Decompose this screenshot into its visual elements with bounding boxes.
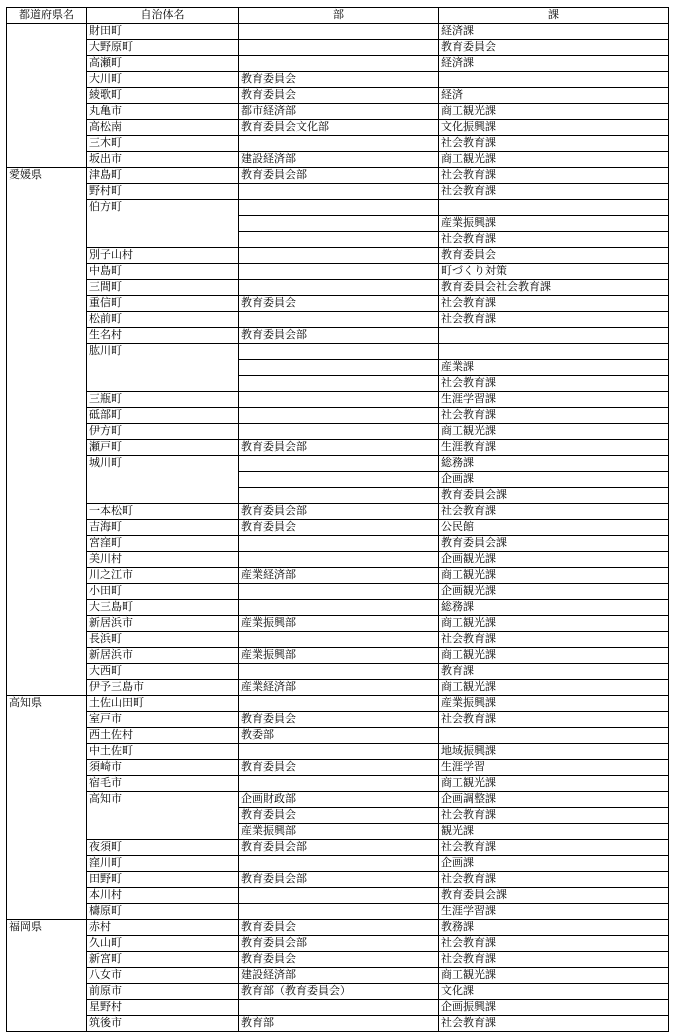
section-cell <box>439 200 669 216</box>
table-row <box>7 152 669 168</box>
section-cell: 公民館 <box>439 520 669 536</box>
municipality-cell: 小田町 <box>87 584 239 600</box>
municipality-cell: 一本松町 <box>87 504 239 520</box>
table-row <box>7 248 669 264</box>
municipality-cell: 伯方町 <box>87 200 239 248</box>
municipality-cell: 新居浜市 <box>87 616 239 632</box>
department-cell <box>239 1000 439 1016</box>
table-row <box>7 952 669 968</box>
department-cell <box>239 904 439 920</box>
table-row <box>7 760 669 776</box>
department-cell: 教育委員会部 <box>239 168 439 184</box>
section-cell: 社会教育課 <box>439 232 669 248</box>
prefecture-cell <box>7 24 87 168</box>
table-row <box>7 888 669 904</box>
municipality-cell: 室戸市 <box>87 712 239 728</box>
section-cell: 商工観光課 <box>439 568 669 584</box>
municipality-cell: 坂出市 <box>87 152 239 168</box>
section-cell: 社会教育課 <box>439 296 669 312</box>
municipality-cell: 宿毛市 <box>87 776 239 792</box>
municipality-cell: 中島町 <box>87 264 239 280</box>
department-cell: 教育委員会 <box>239 920 439 936</box>
table-row <box>7 872 669 888</box>
department-cell <box>239 888 439 904</box>
department-cell <box>239 632 439 648</box>
table-row <box>7 728 669 744</box>
municipality-cell: 生名村 <box>87 328 239 344</box>
header-municipality: 自治体名 <box>87 8 239 24</box>
section-cell: 文化振興課 <box>439 120 669 136</box>
department-cell: 教育委員会 <box>239 72 439 88</box>
section-cell: 社会教育課 <box>439 712 669 728</box>
section-cell <box>439 72 669 88</box>
table-row <box>7 520 669 536</box>
table-row <box>7 344 669 360</box>
municipality-cell: 八女市 <box>87 968 239 984</box>
section-cell: 社会教育課 <box>439 632 669 648</box>
municipality-cell: 大野原町 <box>87 40 239 56</box>
section-cell: 産業振興課 <box>439 696 669 712</box>
table-row <box>7 296 669 312</box>
table-row <box>7 40 669 56</box>
municipality-cell: 夜須町 <box>87 840 239 856</box>
prefecture-cell: 高知県 <box>7 696 87 920</box>
section-cell: 経済 <box>439 88 669 104</box>
department-cell <box>239 248 439 264</box>
section-cell: 町づくり対策 <box>439 264 669 280</box>
table-row <box>7 632 669 648</box>
department-cell: 教育委員会 <box>239 88 439 104</box>
table-row <box>7 1000 669 1016</box>
municipality-cell: 川之江市 <box>87 568 239 584</box>
municipality-cell: 新宮町 <box>87 952 239 968</box>
municipality-cell: 三木町 <box>87 136 239 152</box>
municipality-cell: 西土佐村 <box>87 728 239 744</box>
municipality-cell: 中土佐町 <box>87 744 239 760</box>
municipality-cell: 三間町 <box>87 280 239 296</box>
section-cell: 企画課 <box>439 856 669 872</box>
municipality-cell: 砥部町 <box>87 408 239 424</box>
municipality-cell: 別子山村 <box>87 248 239 264</box>
municipality-cell: 本川村 <box>87 888 239 904</box>
department-cell: 教育委員会部 <box>239 328 439 344</box>
section-cell: 商工観光課 <box>439 616 669 632</box>
department-cell <box>239 184 439 200</box>
municipality-cell: 野村町 <box>87 184 239 200</box>
section-cell: 教育委員会課 <box>439 536 669 552</box>
table-row <box>7 856 669 872</box>
department-cell: 教育委員会 <box>239 808 439 824</box>
municipality-cell: 久山町 <box>87 936 239 952</box>
department-cell <box>239 696 439 712</box>
section-cell: 社会教育課 <box>439 376 669 392</box>
department-cell: 教育委員会部 <box>239 872 439 888</box>
table-row <box>7 984 669 1000</box>
department-cell <box>239 600 439 616</box>
municipality-cell: 檮原町 <box>87 904 239 920</box>
municipality-cell: 城川町 <box>87 456 239 504</box>
section-cell: 企画調整課 <box>439 792 669 808</box>
department-cell: 教委部 <box>239 728 439 744</box>
header-row <box>7 8 669 24</box>
municipality-cell: 須崎市 <box>87 760 239 776</box>
department-cell: 産業振興部 <box>239 616 439 632</box>
section-cell: 教育委員会 <box>439 40 669 56</box>
table-row <box>7 104 669 120</box>
table-row <box>7 264 669 280</box>
municipality-cell: 綾歌町 <box>87 88 239 104</box>
municipality-cell: 美川村 <box>87 552 239 568</box>
department-cell <box>239 344 439 360</box>
table-row <box>7 312 669 328</box>
department-cell <box>239 376 439 392</box>
table-row <box>7 552 669 568</box>
section-cell: 社会教育課 <box>439 936 669 952</box>
department-cell: 都市経済部 <box>239 104 439 120</box>
department-cell <box>239 456 439 472</box>
department-cell <box>239 24 439 40</box>
municipality-cell: 大三島町 <box>87 600 239 616</box>
table-row <box>7 1016 669 1032</box>
municipality-cell: 重信町 <box>87 296 239 312</box>
section-cell: 企画観光課 <box>439 584 669 600</box>
prefecture-cell: 福岡県 <box>7 920 87 1032</box>
municipality-cell: 宮窪町 <box>87 536 239 552</box>
municipality-cell: 肱川町 <box>87 344 239 392</box>
department-cell: 教育委員会 <box>239 760 439 776</box>
section-cell: 産業課 <box>439 360 669 376</box>
section-cell: 教育委員会 <box>439 248 669 264</box>
department-cell <box>239 56 439 72</box>
section-cell: 商工観光課 <box>439 968 669 984</box>
table-row <box>7 88 669 104</box>
section-cell: 社会教育課 <box>439 184 669 200</box>
department-cell <box>239 424 439 440</box>
table-row <box>7 616 669 632</box>
department-cell: 教育委員会文化部 <box>239 120 439 136</box>
department-cell <box>239 536 439 552</box>
section-cell: 地域振興課 <box>439 744 669 760</box>
table-row <box>7 792 669 808</box>
table-row <box>7 840 669 856</box>
table-row <box>7 936 669 952</box>
department-cell <box>239 776 439 792</box>
table-row <box>7 600 669 616</box>
department-cell <box>239 280 439 296</box>
section-cell: 社会教育課 <box>439 136 669 152</box>
table-row <box>7 200 669 216</box>
section-cell: 経済課 <box>439 56 669 72</box>
department-cell: 教育委員会 <box>239 952 439 968</box>
department-cell <box>239 744 439 760</box>
table-row <box>7 968 669 984</box>
department-cell: 教育委員会部 <box>239 936 439 952</box>
department-cell: 教育委員会部 <box>239 504 439 520</box>
section-cell: 産業振興課 <box>439 216 669 232</box>
section-cell: 社会教育課 <box>439 504 669 520</box>
section-cell: 商工観光課 <box>439 424 669 440</box>
table-body <box>7 24 669 1032</box>
department-cell: 教育委員会部 <box>239 440 439 456</box>
table-row <box>7 584 669 600</box>
municipality-cell: 伊予三島市 <box>87 680 239 696</box>
table-row <box>7 328 669 344</box>
department-cell: 教育委員会 <box>239 296 439 312</box>
department-cell <box>239 472 439 488</box>
section-cell: 社会教育課 <box>439 808 669 824</box>
municipality-cell: 丸亀市 <box>87 104 239 120</box>
section-cell: 社会教育課 <box>439 872 669 888</box>
department-cell <box>239 264 439 280</box>
department-cell <box>239 312 439 328</box>
municipality-cell: 赤村 <box>87 920 239 936</box>
municipality-cell: 新居浜市 <box>87 648 239 664</box>
table-row <box>7 664 669 680</box>
department-cell: 産業振興部 <box>239 648 439 664</box>
section-cell: 商工観光課 <box>439 680 669 696</box>
department-cell: 教育委員会 <box>239 520 439 536</box>
section-cell: 教育委員会社会教育課 <box>439 280 669 296</box>
table-row <box>7 568 669 584</box>
municipality-cell: 高知市 <box>87 792 239 840</box>
section-cell: 社会教育課 <box>439 840 669 856</box>
department-cell <box>239 40 439 56</box>
municipality-cell: 松前町 <box>87 312 239 328</box>
section-cell: 社会教育課 <box>439 408 669 424</box>
section-cell: 企画課 <box>439 472 669 488</box>
section-cell: 経済課 <box>439 24 669 40</box>
section-cell: 教育委員会課 <box>439 488 669 504</box>
department-cell: 教育部（教育委員会） <box>239 984 439 1000</box>
department-cell: 教育部 <box>239 1016 439 1032</box>
section-cell: 企画振興課 <box>439 1000 669 1016</box>
department-cell <box>239 136 439 152</box>
municipality-cell: 高松南 <box>87 120 239 136</box>
section-cell <box>439 728 669 744</box>
table-row <box>7 408 669 424</box>
department-cell: 建設経済部 <box>239 152 439 168</box>
section-cell: 教育課 <box>439 664 669 680</box>
municipality-cell: 窪川町 <box>87 856 239 872</box>
department-cell <box>239 408 439 424</box>
department-cell: 教育委員会部 <box>239 840 439 856</box>
section-cell: 総務課 <box>439 600 669 616</box>
section-cell: 生涯学習 <box>439 760 669 776</box>
department-cell <box>239 488 439 504</box>
table-row <box>7 456 669 472</box>
department-cell <box>239 360 439 376</box>
table-row <box>7 696 669 712</box>
municipality-cell: 筑後市 <box>87 1016 239 1032</box>
table-row <box>7 120 669 136</box>
section-cell <box>439 328 669 344</box>
department-cell: 企画財政部 <box>239 792 439 808</box>
section-cell: 観光課 <box>439 824 669 840</box>
department-cell: 産業経済部 <box>239 568 439 584</box>
section-cell: 総務課 <box>439 456 669 472</box>
table-row <box>7 56 669 72</box>
table-row <box>7 168 669 184</box>
section-cell <box>439 344 669 360</box>
section-cell: 生涯教育課 <box>439 440 669 456</box>
table-row <box>7 536 669 552</box>
municipality-cell: 財田町 <box>87 24 239 40</box>
municipality-cell: 津島町 <box>87 168 239 184</box>
table-row <box>7 712 669 728</box>
section-cell: 生涯学習課 <box>439 904 669 920</box>
table-row <box>7 920 669 936</box>
section-cell: 社会教育課 <box>439 952 669 968</box>
municipality-cell: 大川町 <box>87 72 239 88</box>
department-cell <box>239 856 439 872</box>
table-row <box>7 280 669 296</box>
municipality-cell: 三瓶町 <box>87 392 239 408</box>
department-cell: 建設経済部 <box>239 968 439 984</box>
header-prefecture: 都道府県名 <box>7 8 87 24</box>
department-cell <box>239 584 439 600</box>
section-cell: 社会教育課 <box>439 1016 669 1032</box>
department-cell <box>239 392 439 408</box>
section-cell: 商工観光課 <box>439 776 669 792</box>
department-cell: 教育委員会 <box>239 712 439 728</box>
header-section: 課 <box>439 8 669 24</box>
department-cell <box>239 216 439 232</box>
section-cell: 商工観光課 <box>439 152 669 168</box>
section-cell: 教務課 <box>439 920 669 936</box>
department-cell <box>239 552 439 568</box>
table-row <box>7 744 669 760</box>
municipality-cell: 高瀬町 <box>87 56 239 72</box>
table-row <box>7 136 669 152</box>
section-cell: 文化課 <box>439 984 669 1000</box>
table-row <box>7 72 669 88</box>
municipality-cell: 星野村 <box>87 1000 239 1016</box>
municipality-cell: 伊方町 <box>87 424 239 440</box>
table-row <box>7 184 669 200</box>
department-cell: 産業振興部 <box>239 824 439 840</box>
municipality-cell: 長浜町 <box>87 632 239 648</box>
table-row <box>7 424 669 440</box>
department-cell: 産業経済部 <box>239 680 439 696</box>
table-row <box>7 392 669 408</box>
municipality-cell: 田野町 <box>87 872 239 888</box>
table-row <box>7 904 669 920</box>
section-cell: 生涯学習課 <box>439 392 669 408</box>
municipality-table <box>6 7 669 1032</box>
municipality-cell: 瀬戸町 <box>87 440 239 456</box>
table-row <box>7 776 669 792</box>
section-cell: 商工観光課 <box>439 104 669 120</box>
department-cell <box>239 664 439 680</box>
municipality-cell: 前原市 <box>87 984 239 1000</box>
table-row <box>7 440 669 456</box>
section-cell: 商工観光課 <box>439 648 669 664</box>
table-row <box>7 504 669 520</box>
prefecture-cell: 愛媛県 <box>7 168 87 696</box>
table-row <box>7 648 669 664</box>
section-cell: 企画観光課 <box>439 552 669 568</box>
municipality-cell: 吉海町 <box>87 520 239 536</box>
department-cell <box>239 232 439 248</box>
department-cell <box>239 200 439 216</box>
table-row <box>7 24 669 40</box>
section-cell: 教育委員会課 <box>439 888 669 904</box>
section-cell: 社会教育課 <box>439 168 669 184</box>
section-cell: 社会教育課 <box>439 312 669 328</box>
municipality-cell: 大西町 <box>87 664 239 680</box>
municipality-cell: 土佐山田町 <box>87 696 239 712</box>
table-row <box>7 680 669 696</box>
header-department: 部 <box>239 8 439 24</box>
